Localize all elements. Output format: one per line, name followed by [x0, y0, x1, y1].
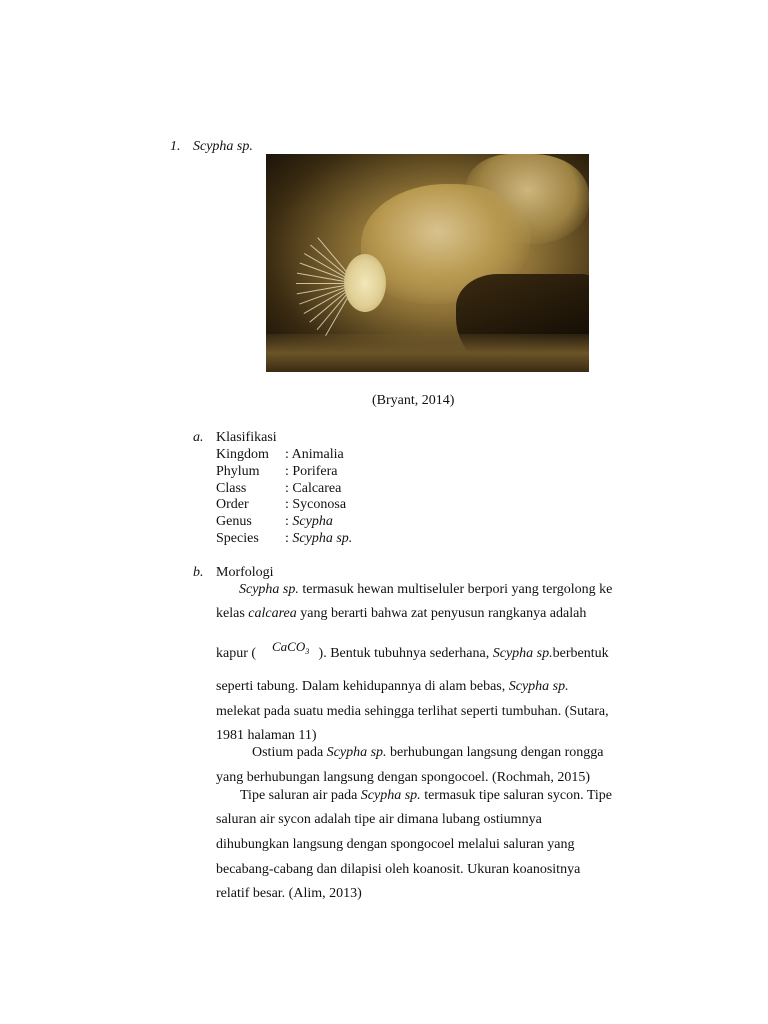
photo-substrate — [266, 334, 589, 372]
klasifikasi-label: Species — [216, 531, 259, 546]
figure-caption: (Bryant, 2014) — [372, 393, 455, 408]
morfologi-line: becabang-cabang dan dilapisi oleh koanosit. Ukuran koanositnya — [216, 862, 581, 877]
text-run: termasuk hewan multiseluler berpori yang tergolong ke — [298, 582, 613, 597]
morfologi-line — [216, 606, 586, 622]
morfologi-line: relatif besar. (Alim, 2013) — [216, 886, 362, 901]
formula-main: CaCO — [272, 639, 306, 654]
klasifikasi-label: Class — [216, 481, 247, 496]
klasifikasi-label: Genus — [216, 514, 252, 529]
text-run: kapur ( — [216, 646, 257, 661]
text-run: termasuk tipe saluran sycon. Tipe — [420, 788, 612, 803]
klasifikasi-value — [285, 531, 352, 547]
klasifikasi-value: : Syconosa — [285, 497, 347, 512]
morfologi-line: dihubungkan langsung dengan spongocoel melalui saluran yang — [216, 837, 575, 852]
species-name: Scypha sp. — [492, 646, 553, 661]
morfologi-line — [252, 745, 604, 761]
klasifikasi-heading: Klasifikasi — [216, 430, 277, 445]
morfologi-line — [239, 582, 612, 598]
morfologi-letter: b. — [193, 565, 204, 580]
scypha-photo — [266, 154, 589, 372]
klasifikasi-value: : Porifera — [285, 464, 338, 479]
morfologi-line — [216, 679, 569, 695]
klasifikasi-value: : Calcarea — [285, 481, 342, 496]
section-number: 1. — [170, 139, 181, 154]
text-run: Tipe saluran air pada — [240, 788, 361, 803]
klasifikasi-italic-value: Scypha — [292, 514, 333, 529]
klasifikasi-value — [285, 514, 333, 530]
species-name: Scypha sp. — [326, 745, 387, 760]
klasifikasi-label: Phylum — [216, 464, 260, 479]
morfologi-line — [240, 788, 612, 804]
species-name: Scypha sp. — [508, 679, 569, 694]
text-run: berbentuk — [552, 646, 609, 661]
section-title: Scypha sp. — [193, 139, 253, 154]
morfologi-line: 1981 halaman 11) — [216, 728, 317, 743]
text-run: yang berarti bahwa zat penyusun rangkanya adalah — [296, 606, 587, 621]
photo-osculum — [344, 254, 386, 312]
text-run: kelas — [216, 606, 249, 621]
species-name: Scypha sp. — [360, 788, 421, 803]
class-name: calcarea — [248, 606, 297, 621]
klasifikasi-label: Kingdom — [216, 447, 269, 462]
morfologi-line: yang berhubungan langsung dengan spongocoel. (Rochmah, 2015) — [216, 770, 591, 785]
klasifikasi-value: : Animalia — [285, 447, 344, 462]
text-run: ). Bentuk tubuhnya sederhana, — [315, 646, 493, 661]
text-run: seperti tabung. Dalam kehidupannya di alam bebas, — [216, 679, 509, 694]
morfologi-line: melekat pada suatu media sehingga terlihat seperti tumbuhan. (Sutara, — [216, 704, 609, 719]
species-name: Scypha sp. — [239, 582, 299, 597]
klasifikasi-colon: : — [285, 531, 293, 546]
klasifikasi-letter: a. — [193, 430, 204, 445]
text-run: Ostium pada — [252, 745, 327, 760]
formula-subscript: 3 — [305, 647, 310, 656]
klasifikasi-label: Order — [216, 497, 249, 512]
klasifikasi-colon: : — [285, 514, 293, 529]
morfologi-line: saluran air sycon adalah tipe air dimana lubang ostiumnya — [216, 812, 542, 827]
text-run: berhubungan langsung dengan rongga — [386, 745, 604, 760]
klasifikasi-italic-value: Scypha sp. — [292, 531, 353, 546]
morfologi-heading: Morfologi — [216, 565, 274, 580]
morfologi-line — [216, 646, 609, 662]
